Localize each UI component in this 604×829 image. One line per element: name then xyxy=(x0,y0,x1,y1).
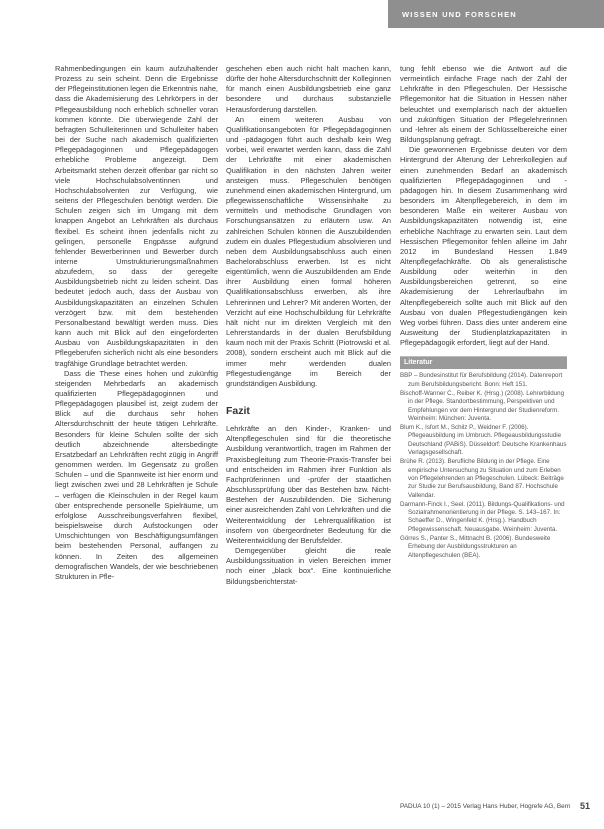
paragraph: Dass die These eines hohen und zukünftig steigenden Mehrbedarfs an akademisch qualifizierten Pflegepädagoginnen und Pflegepädagogen plausibel ist, zeigt zudem der Blick auf die durchaus sehr hohen Altersdurchschnitt der heute tätigen Lehrkräfte. Besonders für kleine Schulen sollte der sich deutlich abzeichnende altersbedingte Ersatzbedarf an Lehrkräften recht zügig in Angriff genommen werden. Im Gegensatz zu großen Schulen – und die Spannweite ist hier enorm und liegt zwischen zwei und 28 Lehrkräften je Schule – verfügen die Kleinschulen in der Regel kaum über entsprechende personelle Spielräume, um erfolglose Ausschreibungsverfahren flexibel, beispielsweise durch Aufstockungen oder Umschichtungen von Beschäftigungsumfängen beim bestehenden Personal, auffangen zu können. In Zeiten des allgemeinen demografischen Wandels, der wie beschriebenen Strukturen in Pfle- xyxy=(55,368,218,581)
literature-entry: Bischoff-Wanner C., Reiber K. (Hrsg.) (2008). Lehrerbildung in der Pflege. Standortbestimmung, Perspektiven und Empfehlungen vor dem Hintergrund der Studienreform. Weinheim: München: Juventa. xyxy=(400,389,565,422)
paragraph: tung fehlt ebenso wie die Antwort auf die vermeintlich einfache Frage nach der Zahl der Lehrkräfte in den Pflegeschulen. Der Hessische Pflegemonitor hat die Situation in Hessen näher beleuchtet und exemplarisch nach der aktuellen und zukünftigen Situation der Pflegelehrerinnen und -lehrer als einem der Schlüsselbereiche einer Bildungsplanung gefragt. xyxy=(400,64,567,145)
paragraph: An einem weiteren Ausbau von Qualifikationsangeboten für Pflegepädagoginnen und -pädagogen führt auch deshalb kein Weg vorbei, weil erwartet werden kann, dass die Zahl der Lehrkräfte mit einer akademischen Qualifikation in den nächsten Jahren weiter ansteigen muss. Pflegeschulen benötigen zunehmend einen akademischen Hintergrund, um pflegewissenschaftliche Wissensinhalte zu vermitteln und methodische Grundlagen von Forschungsansätzen zu erläutern usw. An zahlreichen Schulen können die Auszubildenden zudem ein duales Pflegestudium absolvieren und neben dem Ausbildungsabschluss auch einen Bachelorabschluss erwerben. Ist es nicht eigentümlich, wenn die Auszubildenden am Ende ihrer Ausbildung einen formal höheren Qualifikationsabschluss erwerben, als ihre Lehrerinnen und Lehrer? Mit anderen Worten, der Verzicht auf eine Hochschulbildung für Lehrkräfte hält nicht nur im direkten Vergleich mit den Lehrerstandards in der dualen Berufsbildung kaum noch mit der Praxis Schritt (Piotrowski et al. 2008), sondern erscheint auch mit Blick auf die immer mehr werdenden dualen Pflegestudiengänge im Bereich der grundständigen Ausbildung. xyxy=(226,114,391,388)
section-label: WISSEN UND FORSCHEN xyxy=(402,10,517,19)
literature-list xyxy=(400,372,567,560)
literature-entry: Görres S., Panter S., Mittnacht B. (2006). Bundesweite Erhebung der Ausbildungsstrukturen an Altenpflegeschulen (BEA). xyxy=(400,535,551,559)
literature-entry: Darmann-Finck I., Seel. (2011). Bildungs-Qualifikations- und Sozialrahmenorientierung in der Pflege. S. 143–167. In: Schaeffer D., Wingenfeld K. (Hrsg.). Handbuch Pflegewissenschaft. Neuausgabe. Weinheim: Juventa. xyxy=(400,500,565,533)
literature-entry: Brühe R. (2013). Berufliche Bildung in der Pflege. Eine empirische Untersuchung zu Situation und zum Erleben von Pflegelehrenden an Pflegeschulen. Lübeck: Beiträge zur Studie zur Berufsausbildung, Band 87. Hochschule Vallendar. xyxy=(400,458,564,499)
paragraph: geschehen eben auch nicht halt machen kann, dürfte der hohe Altersdurchschnitt der Kolleginnen für manch einen Ausbildungsbetrieb eine ganz besondere und durchaus substanzielle Herausforderung darstellen. xyxy=(226,64,391,114)
literature-entry: Blum K., Isfort M., Schilz P., Weidner F. (2006). Pflegeausbildung im Umbruch. Pflegeausbildungsstudie Deutschland (PABiS). Düsseldorf: Deutsche Krankenhaus Verlagsgesellschaft. xyxy=(400,424,567,457)
column-3 xyxy=(400,64,567,561)
section-heading-fazit: Fazit xyxy=(226,405,250,417)
footer-citation: PADUA 10 (1) – 2015 Verlag Hans Huber, Hogrefe AG, Bern xyxy=(400,803,571,810)
paragraph: Lehrkräfte an den Kinder-, Kranken- und Altenpflegeschulen sind für die theoretische Ausbildung verantwortlich, tragen im Rahmen der Praxisbegleitung zum Theorie-Praxis-Transfer bei und entscheiden im Rahmen ihrer Funktion als Fachprüferinnen und -prüfer der staatlichen Abschlussprüfung über das Bestehen bzw. Nicht-Bestehen der Auszubildenden. Die Sicherung einer ausreichenden Zahl von Lehrkräften und die Weiterentwicklung der Lehrerqualifikation ist insofern von übergeordneter Bedeutung für die Weiterentwicklung der Berufsfelder. xyxy=(226,424,391,545)
page-number: 51 xyxy=(580,801,591,811)
paragraph: Rahmenbedingungen ein kaum aufzuhaltender Prozess zu sein scheint. Denn die Ergebnisse der Pflegeinstitutionen legen die Erkenntnis nahe, dass die Akademisierung des Lehrkörpers in der Pflegeausbildung noch erheblich schneller voran kommen könnte. Die überwiegende Zahl der befragten Schulleiterinnen und Schulleiter haben bei der Suche nach akademisch qualifizierten Pflegepädagoginnen und Pflegepädagogen erhebliche Probleme angezeigt. Dem Arbeitsmarkt stehen derzeit offenbar gar nicht so viele Hochschulabsolventinnen und Hochschulabsolventen zur Verfügung, wie seitens der Pflegeschulen benötigt werden. Die Schulen zeigen sich im Umgang mit dem knappen Angebot an Lehrkräften als durchaus flexibel. Es scheint ihnen jedenfalls nicht zu gelingen, personelle Engpässe aufgrund fehlender Bewerberinnen und Bewerber durch interne Umstrukturierungsmaßnahmen abzufedern, so dass der geregelte Ausbildungsbetrieb nicht zu leiden scheint. Das bedeutet jedoch auch, dass der Ausbau von Ausbildungskapazitäten an einzelnen Schulen verzögert bzw. mit dem bestehenden Personalbestand bewältigt werden muss. Dies kann auch mit Blick auf den eingeforderten Ausbau von Ausbildungskapazitäten in den Pflegeberufen sicherlich nicht als eine besonders tragfähige Grundlage betrachtet werden. xyxy=(55,64,218,368)
column-2 xyxy=(226,64,391,587)
paragraph: Die gewonnenen Ergebnisse deuten vor dem Hintergrund der Alterung der Lehrerkollegien auf einen zunehmenden Bedarf an akademisch qualifizierten Pflegepädagoginnen und -pädagogen hin. In diesem Zusammenhang wird besonders im Altenpflegebereich, in dem im besonderen Maße ein weiterer Ausbau von Ausbildungskapazitäten notwendig ist, eine erhebliche Nachfrage zu erwarten sein. Laut dem Hessischen Pflegemonitor fehlen alleine im Jahr 2012 im Bundesland Hessen 1.849 Altenpflegefachkräfte. Ob als generalistische Ausbildung oder weiterhin in den Ausbildungsbereichen getrennt, so eine Akademisierung der Lehrerlaufbahn im Altenpflegebereich sollte auch mit Blick auf den Ausbau von dualen Pflegestudiengängen kein Weg vorbei führen. Dass dies unter anderem eine Ausweitung der Studienplatzkapazitäten in Pflegepädagogik erfordert, liegt auf der Hand. xyxy=(400,145,567,348)
paragraph: Demgegenüber gleicht die reale Ausbildungssituation in vielen Bereichen immer noch einer „black box“. Eine kontinuierliche Bildungsberichterstat- xyxy=(226,546,391,586)
literature-heading: Literatur xyxy=(400,357,567,369)
literature-entry: BBP – Bundesinstitut für Berufsbildung (2014). Datenreport zum Berufsbildungsbericht. Bonn: Heft 151. xyxy=(400,372,563,388)
literature-box xyxy=(400,356,567,560)
column-1 xyxy=(55,64,218,582)
